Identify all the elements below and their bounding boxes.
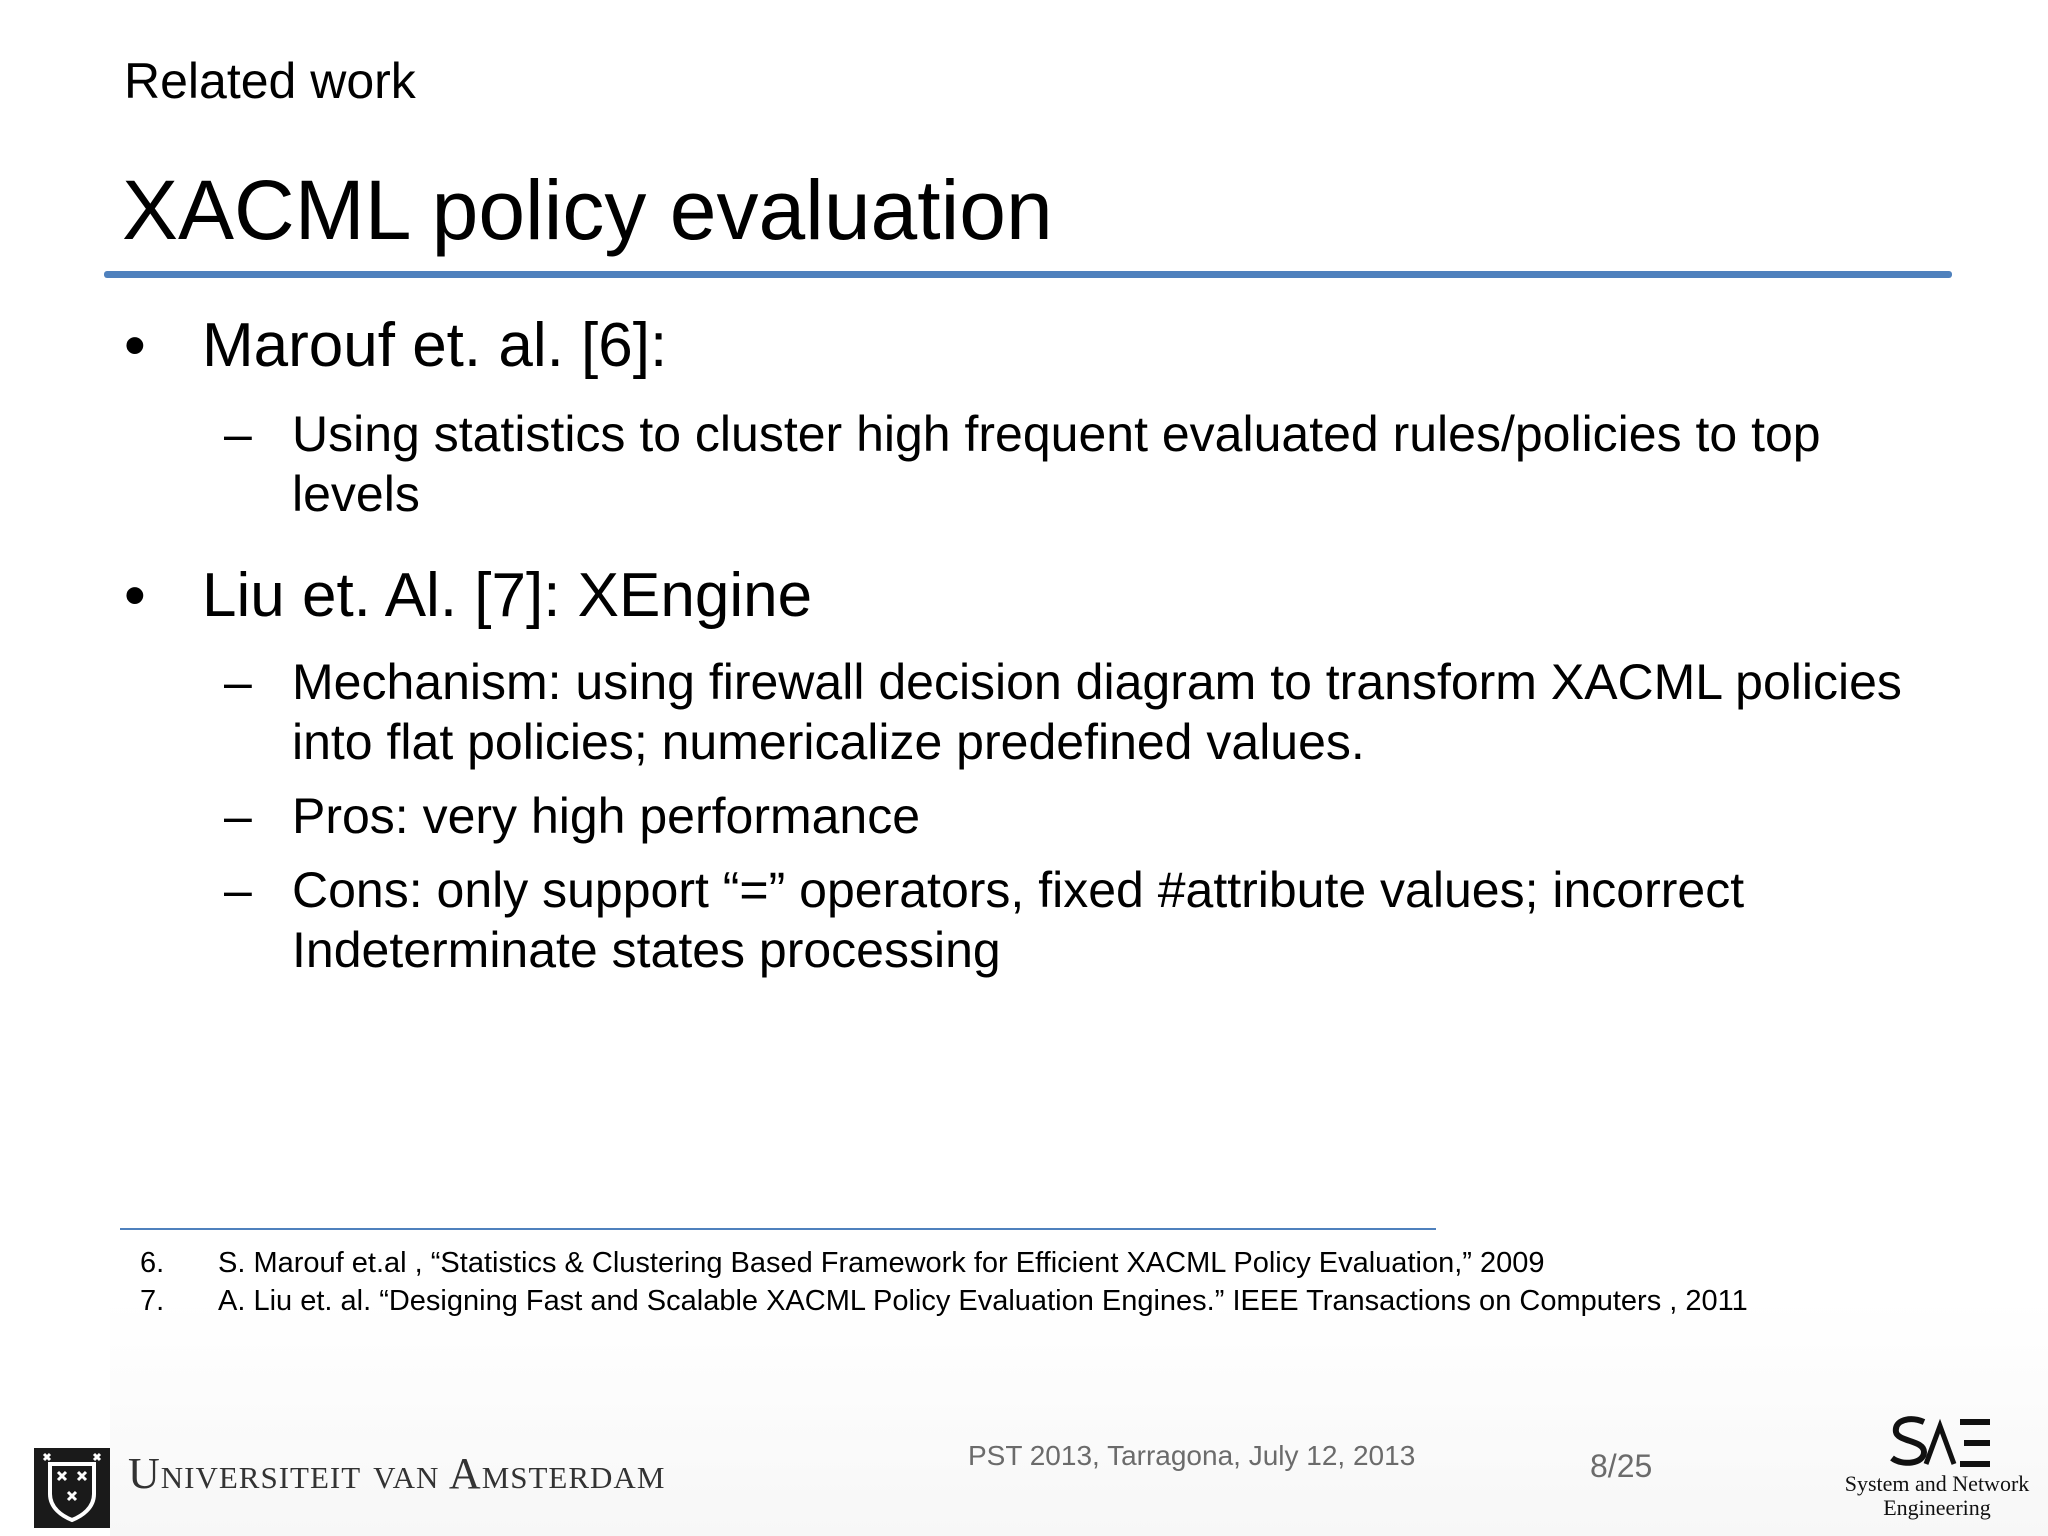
conference-info: PST 2013, Tarragona, July 12, 2013 bbox=[968, 1440, 1416, 1471]
sne-logo-icon bbox=[1880, 1412, 2000, 1472]
sne-group-name bbox=[1832, 1472, 2042, 1520]
sub-bullet-text: Cons: only support “=” operators, fixed #attribute values; incorrect Indeterminate states processing bbox=[292, 862, 1745, 978]
title-underline bbox=[104, 271, 1952, 278]
bullet-text: Liu et. Al. [7]: XEngine bbox=[202, 561, 813, 630]
university-name bbox=[128, 1446, 665, 1502]
section-label: Related work bbox=[124, 53, 416, 109]
footnote-number: 7. bbox=[140, 1285, 165, 1317]
sub-bullet-text: Using statistics to cluster high frequent evaluated rules/policies to top levels bbox=[292, 406, 1821, 522]
university-name-text: Universiteit van Amsterdam bbox=[128, 1449, 666, 1498]
sne-line-2: Engineering bbox=[1883, 1495, 1991, 1520]
footnote bbox=[140, 1244, 1840, 1282]
dash-marker: – bbox=[224, 654, 252, 710]
uva-shield-icon bbox=[34, 1448, 110, 1528]
dash-marker: – bbox=[224, 862, 252, 918]
dash-marker: – bbox=[224, 788, 252, 844]
sub-bullet-item bbox=[224, 860, 1924, 980]
bullet-marker: • bbox=[124, 311, 146, 380]
dash-marker: – bbox=[224, 406, 252, 462]
footnote-text: S. Marouf et.al , “Statistics & Clustering Based Framework for Efficient XACML Policy Evaluation,” 2009 bbox=[218, 1247, 1545, 1279]
sne-line-1: System and Network bbox=[1844, 1471, 2030, 1496]
footnote bbox=[140, 1282, 1840, 1320]
sub-bullet-text: Mechanism: using firewall decision diagram to transform XACML policies into flat policies; numericalize predefined values. bbox=[292, 654, 1902, 770]
sub-bullet-item bbox=[224, 786, 1924, 846]
sub-bullet-item bbox=[224, 404, 1924, 524]
page-number: 8/25 bbox=[1590, 1448, 1653, 1484]
footnote-text: A. Liu et. al. “Designing Fast and Scalable XACML Policy Evaluation Engines.” IEEE Transactions on Computers , 2011 bbox=[218, 1285, 1748, 1317]
footnotes bbox=[140, 1244, 1840, 1320]
bullet-text: Marouf et. al. [6]: bbox=[202, 311, 668, 380]
sub-bullet-text: Pros: very high performance bbox=[292, 788, 921, 844]
bullet-marker: • bbox=[124, 561, 146, 630]
footnote-separator bbox=[120, 1228, 1436, 1230]
sub-bullet-item bbox=[224, 652, 1924, 772]
footnote-number: 6. bbox=[140, 1247, 165, 1279]
slide-title: XACML policy evaluation bbox=[122, 163, 1053, 257]
